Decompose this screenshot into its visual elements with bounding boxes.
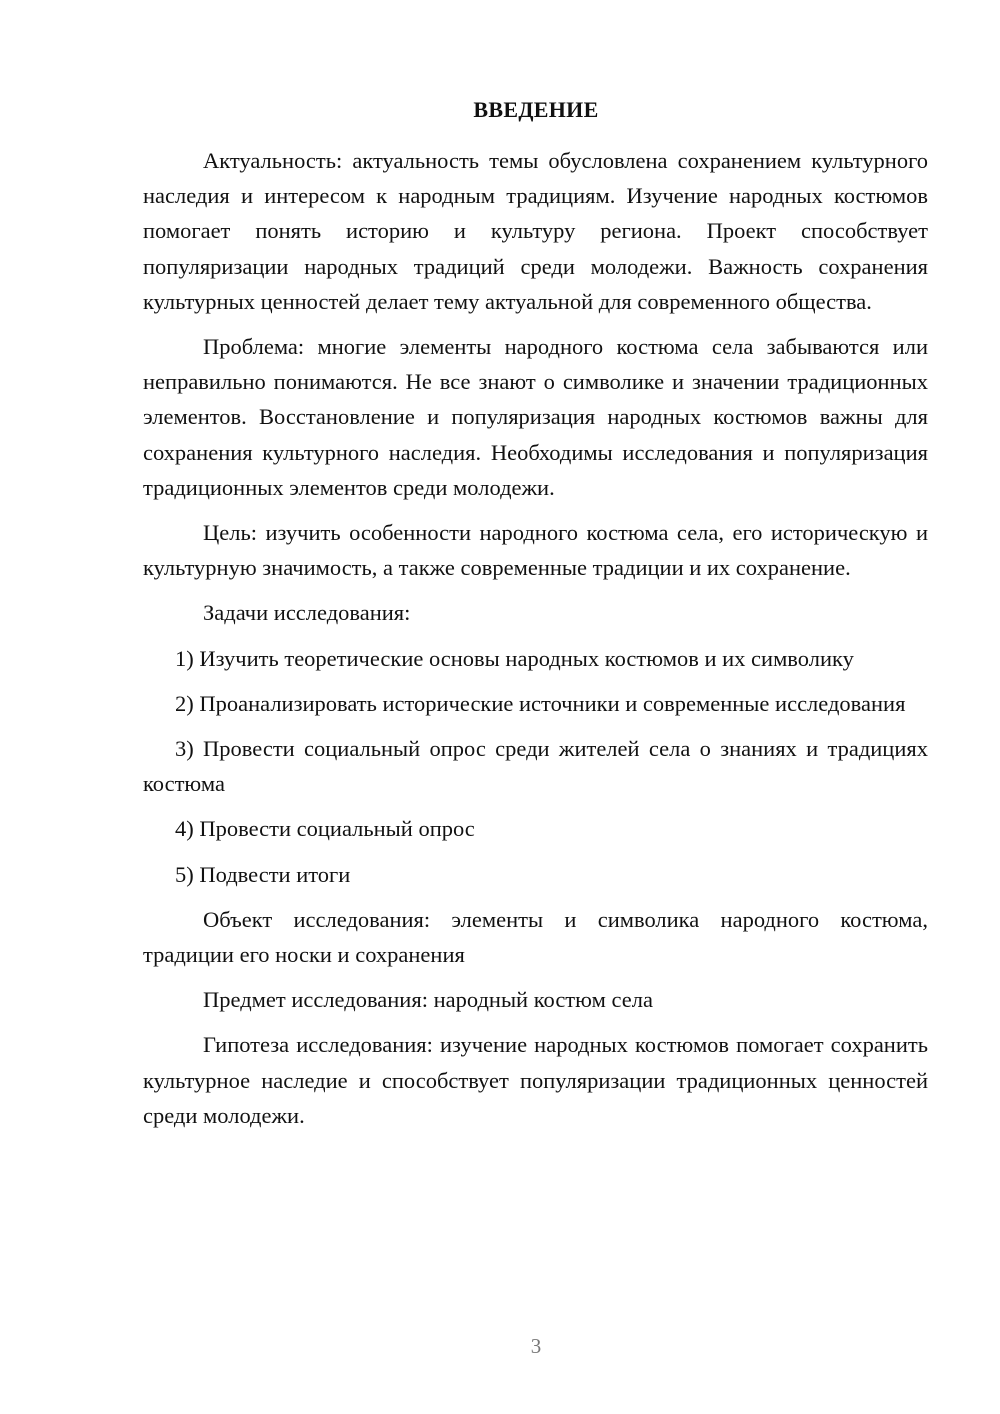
task-item-4: 4) Провести социальный опрос <box>175 816 475 842</box>
goal-paragraph: Цель: изучить особенности народного костюма села, его историческую и культурную значимость, а также современные традиции и их сохранение. <box>143 520 928 581</box>
subject-paragraph: Предмет исследования: народный костюм села <box>203 987 653 1013</box>
page-title: ВВЕДЕНИЕ <box>473 97 599 122</box>
document-body <box>143 143 928 1133</box>
task-item-1: 1) Изучить теоретические основы народных костюмов и их символику <box>175 645 854 671</box>
relevance-paragraph: Актуальность: актуальность темы обусловлена сохранением культурного наследия и интересом к народным традициям. Изучение народных костюмов помогает понять историю и культуру региона. Проект способствует популяризации народных традиций среди молодежи. Важность сохранения культурных ценностей делает тему актуальной для современного общества. <box>143 148 928 314</box>
task-item-5: 5) Подвести итоги <box>175 861 351 887</box>
hypothesis-paragraph: Гипотеза исследования: изучение народных костюмов помогает сохранить культурное наследие и способствует популяризации традиционных ценностей среди молодежи. <box>143 1032 928 1128</box>
object-paragraph: Объект исследования: элементы и символика народного костюма, традиции его носки и сохранения <box>143 906 928 968</box>
task-item-3: 3) Провести социальный опрос среди жителей села о знаниях и традициях костюма <box>143 736 928 797</box>
tasks-heading: Задачи исследования: <box>203 600 411 626</box>
page-number: 3 <box>530 1334 542 1358</box>
task-item-2: 2) Проанализировать исторические источники и современные исследования <box>175 690 906 716</box>
problem-paragraph: Проблема: многие элементы народного костюма села забываются или неправильно понимаются. Не все знают о символике и значении традиционных элементов. Восстановление и популяризация народных костюмов важны для сохранения культурного наследия. Необходимы исследования и популяризация традиционных элементов среди молодежи. <box>143 334 928 500</box>
